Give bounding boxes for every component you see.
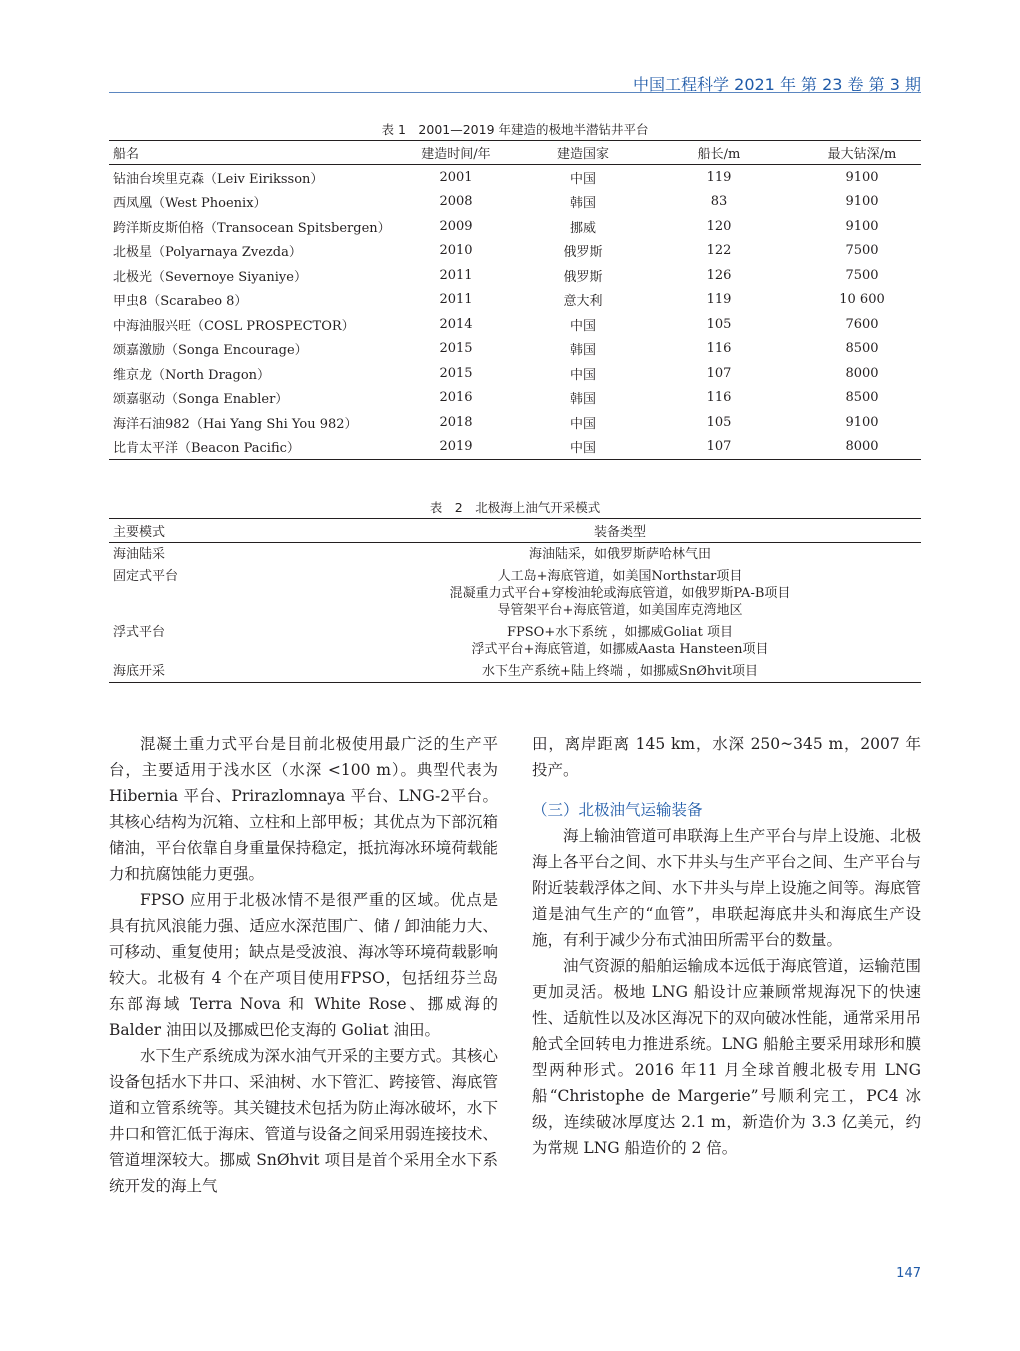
table1-cell: 116: [706, 341, 732, 357]
table1-row: [109, 361, 921, 386]
table1-cell: 9100: [845, 194, 879, 210]
table1-cell: 2016: [439, 390, 473, 406]
table1-row: [109, 239, 921, 264]
table1-cell: 9100: [845, 414, 879, 430]
table2-equipment-line: 浮式平台+海底管道，如挪威Aasta Hansteen项目: [471, 642, 769, 657]
table2-row: [109, 660, 921, 683]
table1-cell: 8500: [845, 390, 879, 406]
table1-row: [109, 288, 921, 313]
table1-cell: 颂嘉激励（Songa Encourage）: [113, 343, 308, 359]
table2-equipment-line: 人工岛+海底管道，如美国Northstar项目: [497, 569, 743, 584]
table1-cell: 122: [706, 243, 732, 259]
table1-drilling-platforms: [109, 140, 921, 460]
body-paragraph-continuation: 田，离岸距离 145 km，水深 250~345 m，2007 年投产。: [532, 735, 921, 779]
table1-header-cell: 最大钻深/m: [803, 141, 921, 165]
table1-cell: 俄罗斯: [563, 245, 603, 261]
table2-equipment-line: 水下生产系统+陆上终端 ，如挪威SnØhvit项目: [481, 664, 759, 679]
table1-cell: 107: [706, 365, 732, 381]
table1-cell: 119: [706, 169, 732, 185]
table1-cell: 挪威: [569, 220, 596, 236]
table1-cell: 7500: [845, 243, 879, 259]
table1-cell: 中国: [569, 318, 596, 334]
table1-row: [109, 337, 921, 362]
table2-header-cell: 装备类型: [319, 519, 921, 543]
table1-row: [109, 435, 921, 460]
journal-header-title: 中国工程科学 2021 年 第 23 卷 第 3 期: [633, 75, 921, 94]
table1-cell: 83: [710, 194, 728, 210]
table1-cell: 韩国: [569, 196, 596, 212]
table1-cell: 中国: [569, 416, 596, 432]
table2-mode-cell: 海油陆采: [113, 547, 166, 562]
header-rule: [109, 92, 921, 93]
table1-cell: 2018: [439, 414, 473, 430]
table1-cell: 8000: [845, 365, 879, 381]
table2-equipment-cell: [319, 660, 921, 683]
table1-cell: 8500: [845, 341, 879, 357]
table2-equipment-cell: [319, 565, 921, 621]
body-right-column: [532, 731, 921, 1161]
table1-cell: 8000: [803, 435, 921, 460]
section-heading: （三）北极油气运输装备: [532, 801, 703, 819]
table1-cell: 107: [635, 435, 803, 460]
table1-cell: 9100: [845, 169, 879, 185]
page-number: 147: [896, 1266, 921, 1281]
table1-row: [109, 312, 921, 337]
table1-cell: 意大利: [563, 294, 603, 310]
table1-cell: 韩国: [569, 343, 596, 359]
body-left-column: [109, 731, 498, 1199]
table1-cell: 2019: [381, 435, 531, 460]
table2-mode-cell: 固定式平台: [113, 569, 179, 584]
table2-equipment-line: FPSO+水下系统 ，如挪威Goliat 项目: [507, 625, 733, 640]
table1-header-row: [109, 141, 921, 165]
body-paragraph: 水下生产系统成为深水油气开采的主要方式。其核心设备包括水下井口、采油树、水下管汇、跨接管、海底管道和立管系统等。其关键技术包括为防止海冰破坏，水下井口和管汇低于海床、管道与设备之间采用弱连接技术、管道埋深较大。挪威 SnØhvit 项目是首个采用全水下系统开发的海上气: [109, 1047, 498, 1195]
table1-cell: 韩国: [569, 392, 596, 408]
table1-cell: 中海油服兴旺（COSL PROSPECTOR）: [113, 318, 355, 334]
table1-cell: 126: [706, 267, 732, 283]
table1-cell: 2011: [439, 267, 473, 283]
table1-header-cell: 船名: [109, 141, 381, 165]
table1-cell: 中国: [569, 171, 596, 187]
table1-cell: 2008: [439, 194, 473, 210]
body-paragraph: FPSO 应用于北极冰情不是很严重的区域。优点是具有抗风浪能力强、适应水深范围广、储 / 卸油能力大、可移动、重复使用；缺点是受波浪、海冰等环境荷载影响较大。北极有 4 个在产项目使用FPSO，包括纽芬兰岛东部海域 Terra Nova 和 White Rose、挪威海的 Balder 油田以及挪威巴伦支海的 Goliat 油田。: [109, 891, 498, 1039]
table1-row: [109, 165, 921, 190]
table1-cell: 116: [706, 390, 732, 406]
body-paragraph: 油气资源的船舶运输成本远低于海底管道，运输范围更加灵活。极地 LNG 船设计应兼顾常规海况下的快速性、适航性以及冰区海况下的双向破冰性能，通常采用吊舱式全回转电力推进系统。LNG 船舱主要采用球形和膜型两种形式。2016 年11 月全球首艘北极专用 LNG 船“Christophe de Margerie”号顺利完工，PC4 冰级，连续破冰厚度达 2.1 m，新造价为 3.3 亿美元，约为常规 LNG 船造价的 2 倍。: [532, 957, 921, 1157]
table2-row: [109, 543, 921, 566]
table2-arctic-production-modes: [109, 518, 921, 683]
table1-cell: 颂嘉驱动（Songa Enabler）: [113, 392, 289, 408]
table2-equipment-line: 混凝重力式平台+穿梭油轮或海底管道，如俄罗斯PA-B项目: [449, 586, 791, 601]
table1-cell: 比肯太平洋（Beacon Pacific）: [109, 435, 381, 460]
table1-cell: 甲虫8（Scarabeo 8）: [113, 294, 248, 310]
table1-cell: 北极光（Severnoye Siyaniye）: [113, 269, 307, 285]
table1-cell: 2010: [439, 243, 473, 259]
table1-cell: 2009: [439, 218, 473, 234]
table1-row: [109, 214, 921, 239]
table1-cell: 9100: [845, 218, 879, 234]
table1-cell: 北极星（Polyarnaya Zvezda）: [113, 245, 302, 261]
table1-header-cell: 建造时间/年: [381, 141, 531, 165]
table1-cell: 西凤凰（West Phoenix）: [113, 196, 267, 212]
table2-row: [109, 621, 921, 660]
table1-cell: 10 600: [839, 292, 885, 308]
table1-cell: 维京龙（North Dragon）: [113, 367, 271, 383]
table1-cell: 120: [706, 218, 732, 234]
table1-row: [109, 190, 921, 215]
table1-cell: 2015: [439, 341, 473, 357]
table1-cell: 7600: [845, 316, 879, 332]
table2-equipment-line: 海油陆采，如俄罗斯萨哈林气田: [528, 547, 711, 562]
table1-cell: 119: [706, 292, 732, 308]
table1-cell: 2015: [439, 365, 473, 381]
table1-header-cell: 建造国家: [531, 141, 635, 165]
table1-caption: 表 1 2001—2019 年建造的极地半潜钻井平台: [381, 122, 649, 137]
table2-equipment-line: 导管架平台+海底管道，如美国库克湾地区: [497, 603, 743, 618]
body-paragraph: 海上输油管道可串联海上生产平台与岸上设施、北极海上各平台之间、水下井头与生产平台之间、生产平台与附近装载浮体之间、水下井头与岸上设施之间等。海底管道是油气生产的“血管”，串联起海底井头和海底生产设施，有利于减少分布式油田所需平台的数量。: [532, 827, 921, 949]
table1-row: [109, 410, 921, 435]
table1-row: [109, 386, 921, 411]
table1-row: [109, 263, 921, 288]
table2-equipment-cell: [319, 543, 921, 566]
table1-cell: 钻油台埃里克森（Leiv Eiriksson）: [113, 171, 324, 187]
table1-cell: 中国: [531, 435, 635, 460]
table1-cell: 105: [706, 316, 732, 332]
table1-cell: 中国: [569, 367, 596, 383]
table1-cell: 7500: [845, 267, 879, 283]
table1-header-cell: 船长/m: [635, 141, 803, 165]
table2-row: [109, 565, 921, 621]
table2-caption: 表 2 北极海上油气开采模式: [429, 500, 601, 515]
table1-cell: 俄罗斯: [563, 269, 603, 285]
table2-header-row: [109, 519, 921, 543]
table1-cell: 跨洋斯皮斯伯格（Transocean Spitsbergen）: [113, 220, 391, 236]
table2-header-cell: 主要模式: [109, 519, 319, 543]
table1-cell: 2001: [439, 169, 473, 185]
table1-cell: 105: [706, 414, 732, 430]
body-paragraph: 混凝土重力式平台是目前北极使用最广泛的生产平台，主要适用于浅水区（水深 <100 m）。典型代表为 Hibernia 平台、Prirazlomnaya 平台、LNG-2平台。其核心结构为沉箱、立柱和上部甲板；其优点为下部沉箱储油，平台依靠自身重量保持稳定，抵抗海冰环境荷载能力和抗腐蚀能力更强。: [109, 735, 498, 883]
table1-cell: 海洋石油982（Hai Yang Shi You 982）: [113, 416, 358, 432]
table2-equipment-cell: [319, 621, 921, 660]
table1-cell: 2014: [439, 316, 473, 332]
table1-cell: 2011: [439, 292, 473, 308]
table2-mode-cell: 海底开采: [109, 660, 319, 683]
table2-mode-cell: 浮式平台: [113, 625, 166, 640]
